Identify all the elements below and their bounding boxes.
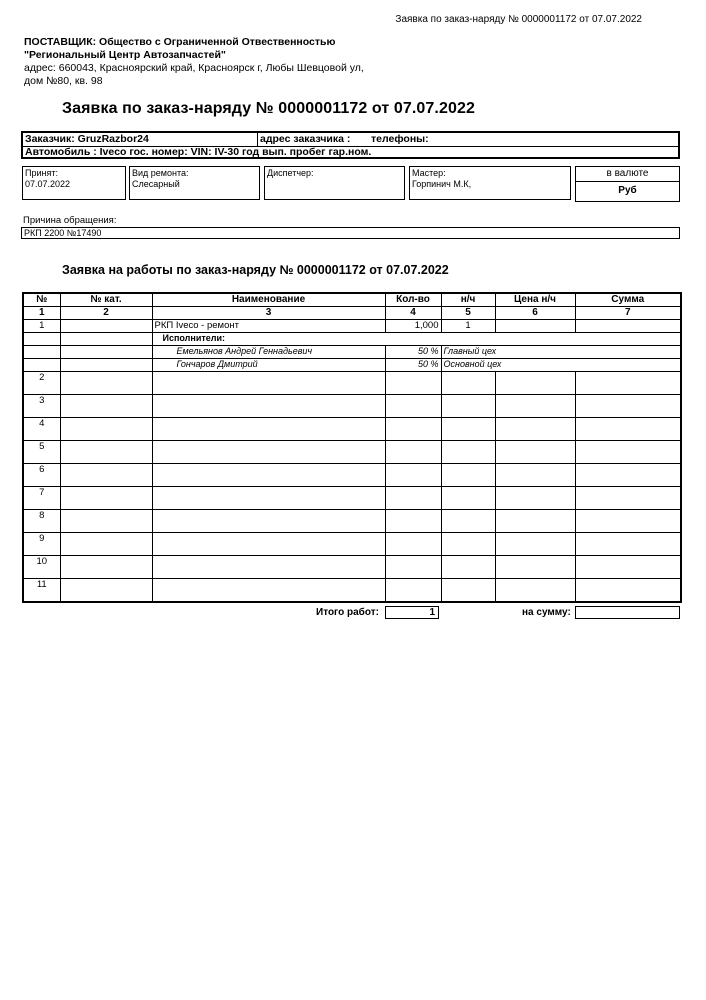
row-number: 8 [23, 510, 60, 533]
row-number: 6 [23, 464, 60, 487]
row-name: РКП Iveco - ремонт [152, 320, 385, 333]
supplier-block [24, 36, 364, 88]
table-row [23, 487, 681, 510]
total-sum-label: на сумму: [522, 607, 571, 618]
row-sum [575, 320, 681, 333]
col-header-hours: н/ч [441, 293, 495, 307]
repair-type-label: Вид ремонта: [132, 168, 189, 178]
col-header-number: № [23, 293, 60, 307]
currency-value: Руб [618, 185, 637, 196]
totals-row [22, 606, 680, 620]
executor-dept: Основной цех [441, 359, 681, 372]
executor-dept: Главный цех [441, 346, 681, 359]
customer-box [21, 131, 680, 159]
supplier-label: ПОСТАВЩИК: [24, 36, 97, 48]
col-number-6: 6 [495, 307, 575, 320]
car-line: Автомобиль : Iveco гос. номер: VIN: IV-30 год вып. пробег гар.ном. [25, 146, 372, 158]
works-title: Заявка на работы по заказ-наряду № 0000001172 от 07.07.2022 [62, 263, 449, 277]
row-number: 4 [23, 418, 60, 441]
table-row [23, 510, 681, 533]
master-box [409, 166, 571, 200]
executor-name: Гончаров Дмитрий [152, 359, 385, 372]
executor-share: 50 % [385, 359, 441, 372]
row-number: 5 [23, 441, 60, 464]
table-row [23, 372, 681, 395]
dispatcher-label: Диспетчер: [267, 168, 314, 178]
supplier-address-line2: дом №80, кв. 98 [24, 75, 103, 87]
col-header-name: Наименование [152, 293, 385, 307]
row-price [495, 320, 575, 333]
table-row [23, 320, 681, 333]
customer-address-label: адрес заказчика : [260, 133, 351, 145]
table-row [23, 579, 681, 603]
total-sum-value [575, 606, 680, 619]
currency-label: в валюте [576, 167, 679, 182]
master-value: Горпинич М.К, [412, 179, 472, 189]
col-header-catalog: № кат. [60, 293, 152, 307]
executor-name: Емельянов Андрей Геннадьевич [152, 346, 385, 359]
accepted-box [22, 166, 126, 200]
col-header-qty: Кол-во [385, 293, 441, 307]
table-row [23, 395, 681, 418]
table-column-numbers-row [23, 307, 681, 320]
col-number-3: 3 [152, 307, 385, 320]
supplier-address-line1: адрес: 660043, Красноярский край, Красноярск г, Любы Шевцовой ул, [24, 62, 364, 74]
col-number-7: 7 [575, 307, 681, 320]
col-number-4: 4 [385, 307, 441, 320]
row-catalog [60, 320, 152, 333]
executor-share: 50 % [385, 346, 441, 359]
row-qty: 1,000 [385, 320, 441, 333]
row-number: 11 [23, 579, 60, 603]
customer-phones-label: телефоны: [371, 133, 429, 145]
works-table [22, 292, 682, 603]
table-row [23, 418, 681, 441]
row-number: 1 [23, 320, 60, 333]
row-number: 9 [23, 533, 60, 556]
col-number-5: 5 [441, 307, 495, 320]
total-works-value: 1 [385, 606, 439, 619]
col-number-2: 2 [60, 307, 152, 320]
currency-box [575, 166, 680, 202]
page-title: Заявка по заказ-наряду № 0000001172 от 07.07.2022 [62, 100, 475, 117]
executors-label: Исполнители: [152, 333, 681, 346]
supplier-name-line2: "Региональный Центр Автозапчастей" [24, 49, 226, 61]
master-label: Мастер: [412, 168, 446, 178]
table-row [23, 441, 681, 464]
dispatcher-box [264, 166, 405, 200]
table-header-row [23, 293, 681, 307]
table-row [23, 464, 681, 487]
row-hours: 1 [441, 320, 495, 333]
reason-label: Причина обращения: [23, 215, 117, 226]
repair-type-value: Слесарный [132, 179, 180, 189]
repair-type-box [129, 166, 260, 200]
row-number: 10 [23, 556, 60, 579]
reason-value: РКП 2200 №17490 [21, 227, 680, 239]
executor-row [23, 346, 681, 359]
table-row [23, 533, 681, 556]
table-row [23, 556, 681, 579]
col-header-sum: Сумма [575, 293, 681, 307]
row-number: 7 [23, 487, 60, 510]
executors-header-row [23, 333, 681, 346]
row-number: 2 [23, 372, 60, 395]
accepted-label: Принят: [25, 168, 58, 178]
customer-label: Заказчик: GruzRazbor24 [25, 133, 149, 145]
col-number-1: 1 [23, 307, 60, 320]
top-reference: Заявка по заказ-наряду № 0000001172 от 07.07.2022 [395, 14, 642, 25]
col-header-price: Цена н/ч [495, 293, 575, 307]
supplier-name: Общество с Ограниченной Отвественностью [99, 36, 336, 48]
row-number: 3 [23, 395, 60, 418]
total-works-label: Итого работ: [316, 607, 379, 618]
executor-row [23, 359, 681, 372]
accepted-value: 07.07.2022 [25, 179, 71, 189]
